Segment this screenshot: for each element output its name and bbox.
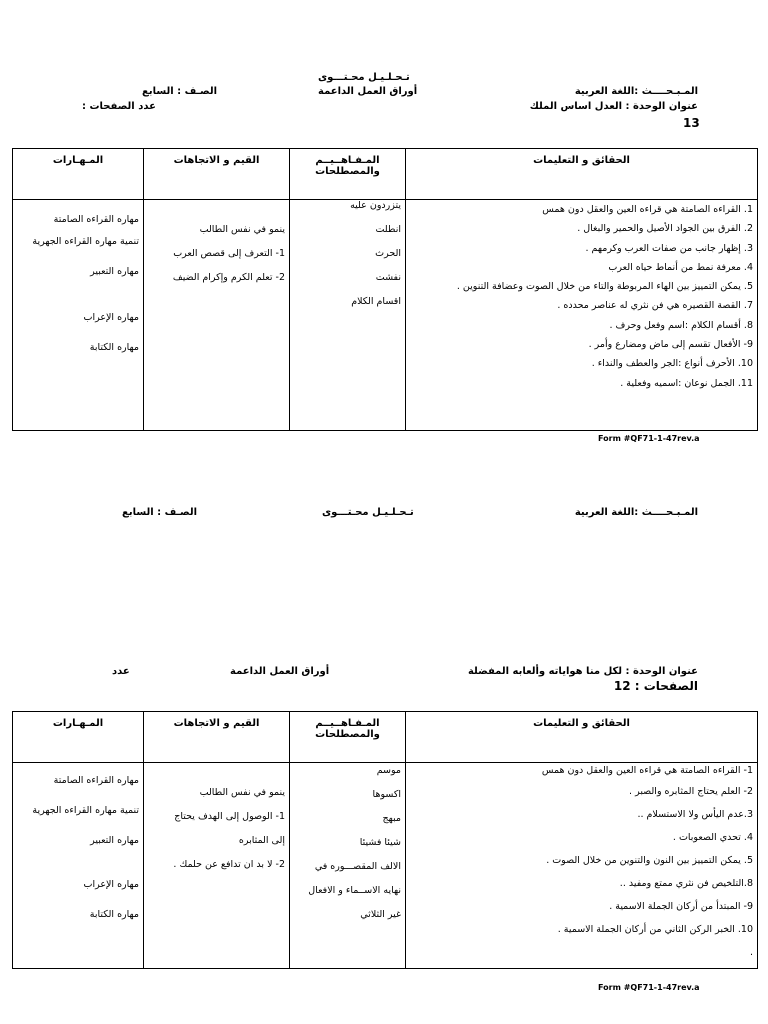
list-item: مهاره القراءه الصامتة [53, 214, 139, 225]
list-item: 1. القراءه الصامتة هي قراءه العين والعقل دون همس [542, 204, 753, 215]
table-row [13, 200, 758, 431]
facts-list [410, 200, 753, 393]
list-item: 2- العلم يحتاج المثابره والصبر . [629, 786, 753, 797]
values-cell [144, 763, 290, 969]
list-item: 4. معرفة نمط من أنماط حياه العرب [608, 261, 753, 273]
page1-form-code: Form #QF71-1-47rev.a [598, 434, 700, 443]
facts-list [410, 761, 753, 964]
page1-title: تـحـلـيـل محـتـــوى [318, 72, 410, 83]
skills-list [17, 775, 139, 920]
list-item: 11. الجمل نوعان :اسميه وفعلية . [620, 377, 753, 389]
list-item: 5. يمكن التمييز بين النون والتنوين من خلال الصوت . [546, 855, 753, 866]
list-item: الحرث [375, 248, 401, 259]
list-item: تنمية مهاره القراءه الجهرية [32, 805, 139, 816]
page2-unit: عنوان الوحدة : لكل منا هواياته وألعابه المفضلة [467, 666, 698, 677]
list-item: مهاره القراءه الصامتة [53, 775, 139, 786]
list-item: 1- القراءه الصامتة هي قراءه العين والعقل دون همس [541, 765, 753, 776]
header-facts: الحقائق و التعليمات [406, 149, 758, 200]
values-list [148, 218, 285, 290]
page2-pages-label: الصفحات : 12 [613, 679, 698, 693]
list-item: ينمو في نفس الطالب [199, 224, 285, 235]
list-item: 2- لا بد ان تدافع عن حلمك . [173, 859, 285, 870]
table-row [13, 763, 758, 969]
page2-title: تـحـلـيـل محـتـــوى [322, 507, 414, 518]
skills-cell [13, 200, 144, 431]
list-item: الالف المقصـــوره في [314, 861, 401, 872]
facts-cell [406, 763, 758, 969]
list-item: مهاره الإعراب [83, 879, 139, 890]
page1-unit: عنوان الوحدة : العدل اساس الملك [529, 101, 698, 112]
list-item: 5. يمكن التمييز بين الهاء المربوطة والتاء من خلال الصوت وعضافة التنوين . [456, 281, 753, 293]
list-item: تنمية مهاره القراءه الجهرية [32, 236, 139, 247]
page1-unit-number: 13 [683, 116, 700, 130]
page2-subject: المـبـحــــث :اللغة العربية [574, 507, 698, 518]
table-header-row [13, 712, 758, 763]
list-item: مهاره الكتابة [89, 909, 139, 920]
list-item: 3.عدم اليأس ولا الاستسلام .. [637, 809, 753, 820]
list-item: 8.التلخيص فن نثري ممتع ومفيد .. [619, 878, 753, 889]
list-item: 1- التعرف إلى قصص العرب [173, 248, 285, 259]
list-item: موسم [376, 765, 401, 776]
list-item: 7. القصة القصيره هي فن نثري له عناصر محدده . [557, 300, 753, 312]
list-item: اكسوها [372, 789, 401, 800]
table-header-row [13, 149, 758, 200]
list-item: مهاره الكتابة [89, 342, 139, 353]
list-item: شيئا فشيئا [359, 837, 401, 848]
page2-form-code: Form #QF71-1-47rev.a [598, 983, 700, 992]
terms-cell [290, 200, 406, 431]
list-item: 1- الوصول إلى الهدف يحتاج [174, 811, 285, 822]
list-item: مبهج [382, 813, 401, 824]
page2-worksheets: أوراق العمل الداعمة [230, 666, 330, 677]
header-skills: المـهـارات [13, 712, 144, 763]
list-item: 9- الأفعال تقسم إلى ماض ومضارع وأمر . [588, 339, 753, 351]
header-facts: الحقائق و التعليمات [406, 712, 758, 763]
terms-cell [290, 763, 406, 969]
list-item: 9- المبتدأ من أركان الجملة الاسمية . [609, 901, 753, 912]
header-terms: المـفـاهــيــم والمصطلحات [290, 149, 406, 200]
list-item: نهايه الاســماء و الافعال [308, 885, 401, 896]
list-item: مهاره التعبير [90, 835, 139, 846]
page2-pages-count: عدد [112, 666, 130, 677]
header-values: القيم و الاتجاهات [144, 149, 290, 200]
page1-subject: المـبـحــــث :اللغة العربية [574, 86, 698, 97]
list-item: ينمو في نفس الطالب [199, 787, 285, 798]
page1-worksheets: أوراق العمل الداعمة [318, 86, 418, 97]
list-item: 10. الأحرف أنواع :الجر والعطف والنداء . [591, 358, 753, 370]
list-item: . [749, 947, 753, 958]
values-list [148, 781, 285, 877]
skills-cell [13, 763, 144, 969]
list-item: مهاره الإعراب [83, 312, 139, 323]
list-item: مهاره التعبير [90, 266, 139, 277]
page2-content-table [12, 711, 758, 969]
values-cell [144, 200, 290, 431]
list-item: 8. أقسام الكلام :اسم وفعل وحرف . [609, 319, 753, 331]
page2-grade: الصـف : السابع [122, 507, 198, 518]
list-item: 2. الفرق بين الجواد الأصيل والحمير والبغال . [577, 223, 753, 235]
page1-grade: الصـف : السابع [142, 86, 218, 97]
list-item: 3. إظهار جانب من صفات العرب وكرمهم . [585, 242, 753, 254]
list-item: 10. الخبر الركن الثاني من أركان الجملة الاسمية . [557, 924, 753, 935]
list-item: اقسام الكلام [351, 296, 401, 307]
list-item: نفشت [375, 272, 401, 283]
skills-list [17, 214, 139, 353]
terms-list [294, 759, 401, 927]
header-terms: المـفـاهــيــم والمصطلحات [290, 712, 406, 763]
header-skills: المـهـارات [13, 149, 144, 200]
list-item: 4. تحدي الصعوبات . [672, 832, 753, 843]
list-item: انطلت [375, 224, 401, 235]
list-item: إلى المثابره [238, 835, 285, 846]
page1-content-table [12, 148, 758, 431]
list-item: يتزردون عليه [350, 200, 401, 211]
list-item: غير الثلاثي [360, 909, 401, 920]
page1-pages-count: عدد الصفحات : [82, 101, 156, 112]
terms-list [294, 194, 401, 314]
header-values: القيم و الاتجاهات [144, 712, 290, 763]
facts-cell [406, 200, 758, 431]
list-item: 2- تعلم الكرم وإكرام الضيف [172, 272, 285, 283]
